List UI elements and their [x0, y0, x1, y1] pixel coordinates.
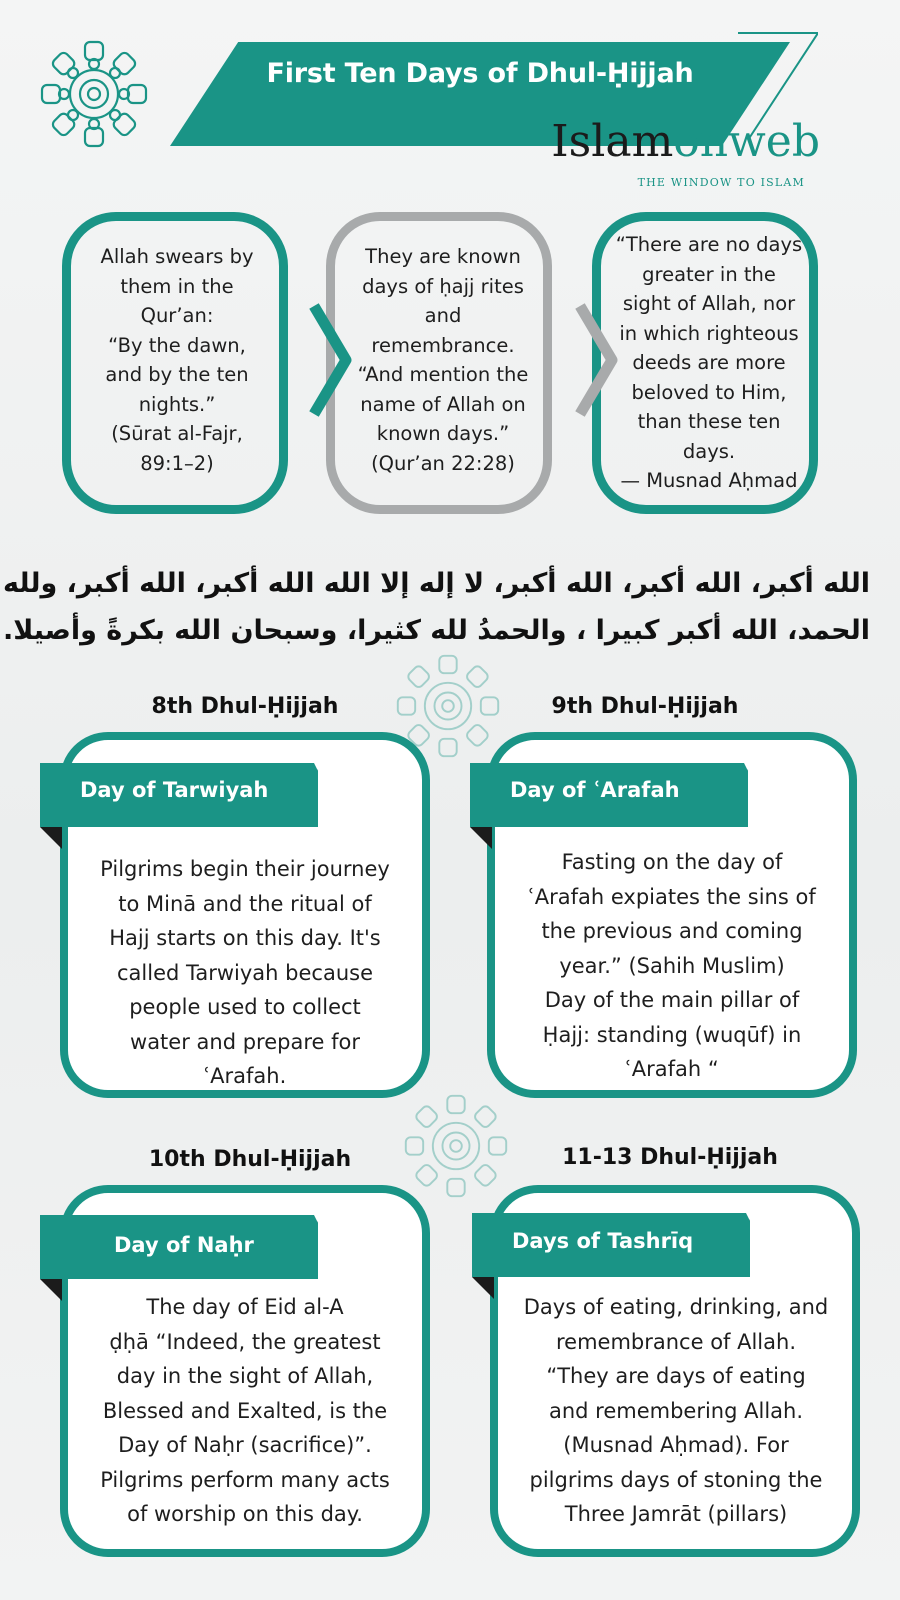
- rosette-ornament-icon: [36, 36, 152, 152]
- day-card-tashriq-text: Days of eating, drinking, and remembrance of Allah. “They are days of eating and remembering Allah. (Musnad Aḥmad). For pilgrims days of stoning the Three Jamrāt (pillars): [523, 1295, 829, 1526]
- banner-fold: [40, 827, 62, 849]
- banner-fold: [472, 1277, 494, 1299]
- day-heading-11-13th: 11-13 Dhul-Ḥijjah: [562, 1145, 778, 1170]
- page-title: First Ten Days of Dhul-Ḥijjah: [266, 58, 694, 89]
- day-name-tashriq: Days of Tashrīq: [512, 1229, 694, 1253]
- day-heading-8th: 8th Dhul-Ḥijjah: [151, 694, 339, 719]
- banner-fold: [470, 827, 492, 849]
- day-name-tarwiyah: Day of Tarwiyah: [80, 778, 269, 802]
- takbir-line-1: الله أكبر، الله أكبر، الله أكبر، لا إله إلا الله الله أكبر، الله أكبر، ولله: [2, 568, 870, 599]
- day-card-tarwiyah-text: Pilgrims begin their journey to Minā and the ritual of Hajj starts on this day. It's called Tarwiyah because people used to collect water and prepare for ʿArafah.: [100, 857, 390, 1088]
- day-card-nahr-text: The day of Eid al-A ḍḥā “Indeed, the greatest day in the sight of Allah, Blessed and Exalted, is the Day of Naḥr (sacrifice)”. Pilgrims perform many acts of worship on this day.: [100, 1295, 390, 1526]
- brand-accent: onweb: [673, 116, 820, 167]
- day-name-nahr: Day of Naḥr: [114, 1233, 254, 1257]
- day-heading-9th: 9th Dhul-Ḥijjah: [551, 694, 739, 719]
- intro-card-1-text: Allah swears by them in the Qur’an: “By the dawn, and by the ten nights.” (Sūrat al-Fajr, 89:1–2): [100, 245, 254, 475]
- intro-card-2-text: They are known days of ḥajj rites and remembrance. “And mention the name of Allah on known days.” (Qur’an 22:28): [357, 245, 529, 475]
- takbir-line-2: الحمد، الله أكبر كبيرا ، والحمدُ لله كثيرا، وسبحان الله بكرةً وأصيلا.: [2, 615, 870, 646]
- brand-tagline: THE WINDOW TO ISLAM: [637, 176, 805, 189]
- intro-card-3-text: “There are no days greater in the sight of Allah, nor in which righteous deeds are more beloved to Him, than these ten days. — Musnad Aḥmad: [615, 233, 803, 492]
- takbir-text: [2, 560, 870, 654]
- day-heading-10th: 10th Dhul-Ḥijjah: [148, 1147, 352, 1172]
- brand-main: Islam: [551, 116, 674, 167]
- rosette-ornament-icon: [400, 1090, 512, 1202]
- banner-fold: [40, 1279, 62, 1301]
- brand-logo: [530, 116, 820, 167]
- day-card-arafah-text: Fasting on the day of ʿArafah expiates the sins of the previous and coming year.” (Sahih Muslim) Day of the main pillar of Ḥajj: standing (wuqūf) in ʿArafah “: [528, 850, 816, 1081]
- day-name-arafah: Day of ʿArafah: [510, 778, 680, 802]
